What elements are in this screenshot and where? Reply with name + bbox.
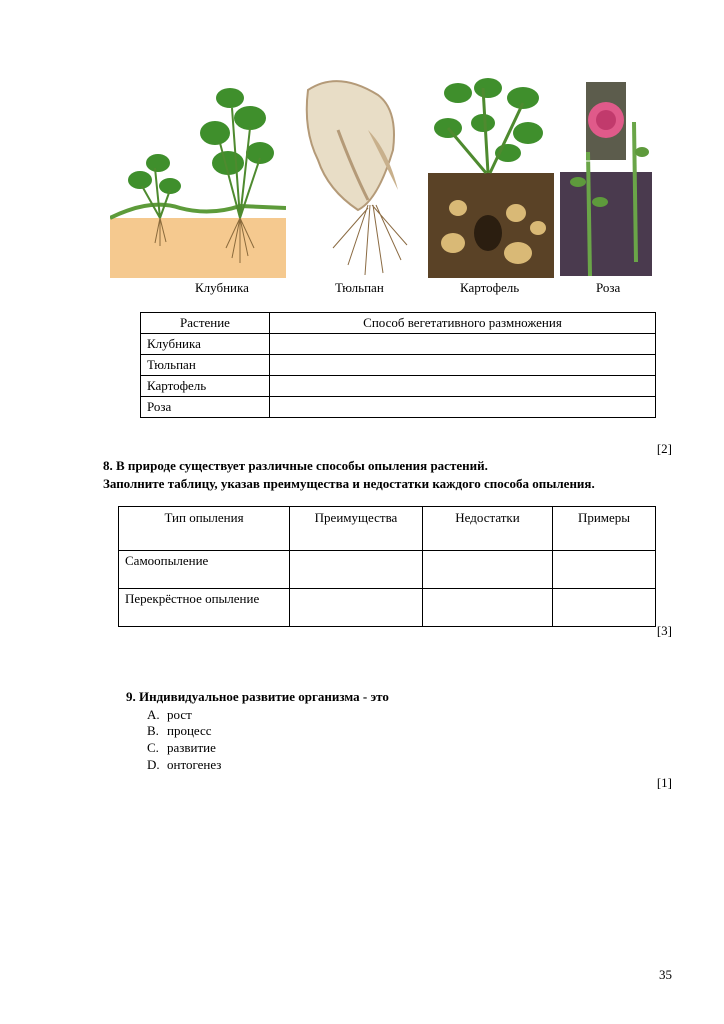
table1-answer-cell[interactable] xyxy=(270,376,656,397)
option-text: процесс xyxy=(167,723,212,738)
table2-answer-cell[interactable] xyxy=(423,551,553,589)
caption-rose: Роза xyxy=(596,280,621,295)
table2-answer-cell[interactable] xyxy=(290,551,423,589)
option-text: рост xyxy=(167,707,192,722)
table1-row-label: Клубника xyxy=(141,334,270,355)
table2-answer-cell[interactable] xyxy=(553,589,656,627)
question-8-line-2: Заполните таблицу, указав преимущества и недостатки каждого способа опыления. xyxy=(103,476,595,491)
pollination-table xyxy=(118,506,656,627)
caption-tulip: Тюльпан xyxy=(335,280,384,295)
table2-answer-cell[interactable] xyxy=(423,589,553,627)
answer-option-b[interactable] xyxy=(147,723,212,739)
option-letter: B. xyxy=(147,723,159,738)
answer-option-a[interactable] xyxy=(147,707,192,723)
option-letter: C. xyxy=(147,740,159,755)
table1-row-label: Картофель xyxy=(141,376,270,397)
rose-illustration xyxy=(560,82,652,276)
page-number: 35 xyxy=(659,967,672,982)
vegetative-reproduction-table xyxy=(140,312,656,418)
table2-row-label: Перекрёстное опыление xyxy=(119,589,290,627)
answer-option-c[interactable] xyxy=(147,740,216,756)
table1-header-method: Способ вегетативного размножения xyxy=(270,313,656,334)
table1-row-label: Тюльпан xyxy=(141,355,270,376)
table2-header-type: Тип опыления xyxy=(119,507,290,551)
table2-answer-cell[interactable] xyxy=(553,551,656,589)
table1-answer-cell[interactable] xyxy=(270,355,656,376)
table1-answer-cell[interactable] xyxy=(270,397,656,418)
option-text: развитие xyxy=(167,740,216,755)
answer-option-d[interactable] xyxy=(147,757,221,773)
strawberry-illustration xyxy=(110,68,286,278)
option-text: онтогенез xyxy=(167,757,222,772)
caption-potato: Картофель xyxy=(460,280,520,295)
question-8-line-1: 8. В природе существует различные способы опыления растений. xyxy=(103,458,488,473)
table2-header-advantages: Преимущества xyxy=(290,507,423,551)
table1-answer-cell[interactable] xyxy=(270,334,656,355)
option-letter: A. xyxy=(147,707,160,722)
table2-header-disadvantages: Недостатки xyxy=(423,507,553,551)
potato-illustration xyxy=(428,68,554,278)
question-9-text: 9. Индивидуальное развитие организма - это xyxy=(126,689,389,704)
table1-row-label: Роза xyxy=(141,397,270,418)
tulip-bulb-illustration xyxy=(298,70,424,278)
table1-header-plant: Растение xyxy=(141,313,270,334)
score-mark-1: [2] xyxy=(656,441,672,456)
score-mark-3: [1] xyxy=(656,775,672,790)
caption-strawberry: Клубника xyxy=(195,280,249,295)
option-letter: D. xyxy=(147,757,160,772)
table2-row-label: Самоопыление xyxy=(119,551,290,589)
score-mark-2: [3] xyxy=(656,623,672,638)
table2-answer-cell[interactable] xyxy=(290,589,423,627)
table2-header-examples: Примеры xyxy=(553,507,656,551)
